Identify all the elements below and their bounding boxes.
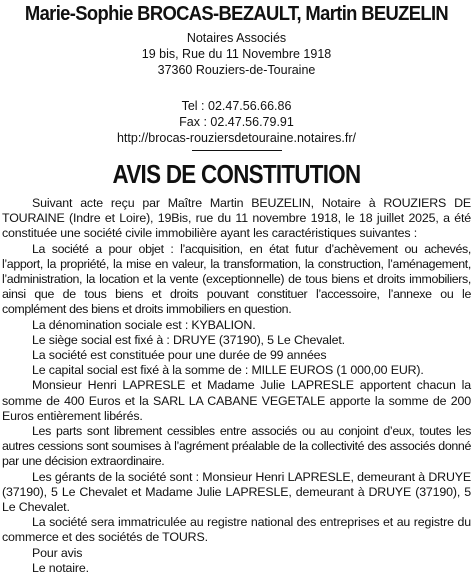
paragraph-head-office: Le siège social est fixé à : DRUYE (37190), 5 Le Chevalet. [32, 332, 345, 347]
paragraph-capital: Le capital social est fixé à la somme de : MILLE EUROS (1 000,00 EUR). [32, 363, 424, 378]
office-street: 19 bis, Rue du 11 Novembre 1918 [141, 47, 332, 61]
notice-body [2, 196, 471, 576]
office-type: Notaires Associés [186, 31, 287, 45]
paragraph-name: La dénomination sociale est : KYBALION. [32, 317, 256, 332]
paragraph-contributions: Monsieur Henri LAPRESLE et Madame Julie LAPRESLE apportent chacun la somme de 400 Euros et la SARL LA CABANE VEGETALE apporte la somme de 200 Euros entièrement libérés. [2, 378, 471, 423]
notice-title: AVIS DE CONSTITUTION [112, 159, 361, 189]
office-name: Marie-Sophie BROCAS-BEZAULT, Martin BEUZELIN [24, 3, 449, 25]
paragraph-purpose: La société a pour objet : l’acquisition, en état futur d’achèvement ou achevés, l’apport, la propriété, la mise en valeur, la transformation, la construction, l’aménagement, l’administration, la location et la vente (exceptionnelle) de tous biens et droits immobiliers, ainsi que de tous biens et droits pouvant constituer l’accessoire, l’annexe ou le complément des biens et droits immobiliers en question. [2, 241, 471, 317]
paragraph-signature: Le notaire. [32, 560, 89, 575]
office-tel: Tel : 02.47.56.66.86 [181, 99, 292, 113]
paragraph-registration: La société sera immatriculée au registre national des entreprises et au registre du commerce et des sociétés de TOURS. [2, 515, 471, 545]
office-fax: Fax : 02.47.56.79.91 [179, 115, 294, 129]
office-city: 37360 Rouziers-de-Touraine [157, 63, 316, 77]
paragraph-share-transfer: Les parts sont librement cessibles entre associés ou au conjoint d’eux, toutes les autres cessions sont soumises à l’agrément préalable de la collectivité des associés donné par une décision extraordinaire. [2, 424, 471, 469]
paragraph-closing: Pour avis [32, 545, 83, 560]
office-website: http://brocas-rouziersdetouraine.notaires.fr/ [116, 131, 356, 145]
paragraph-duration: La société est constituée pour une durée de 99 années [32, 348, 327, 363]
header-divider [192, 150, 282, 151]
office-address [2, 30, 471, 78]
paragraph-managers: Les gérants de la société sont : Monsieur Henri LAPRESLE, demeurant à DRUYE (37190), 5 Le Chevalet et Madame Julie LAPRESLE, demeurant à DRUYE (37190), 5 Le Chevalet. [2, 469, 471, 515]
paragraph-deed: Suivant acte reçu par Maître Martin BEUZELIN, Notaire à ROUZIERS DE TOURAINE (Indre et Loire), 19Bis, rue du 11 novembre 1918, le 18 juillet 2025, a été constituée une société civile immobilière ayant les caractéristiques suivantes : [2, 196, 471, 241]
office-contact [2, 98, 471, 146]
